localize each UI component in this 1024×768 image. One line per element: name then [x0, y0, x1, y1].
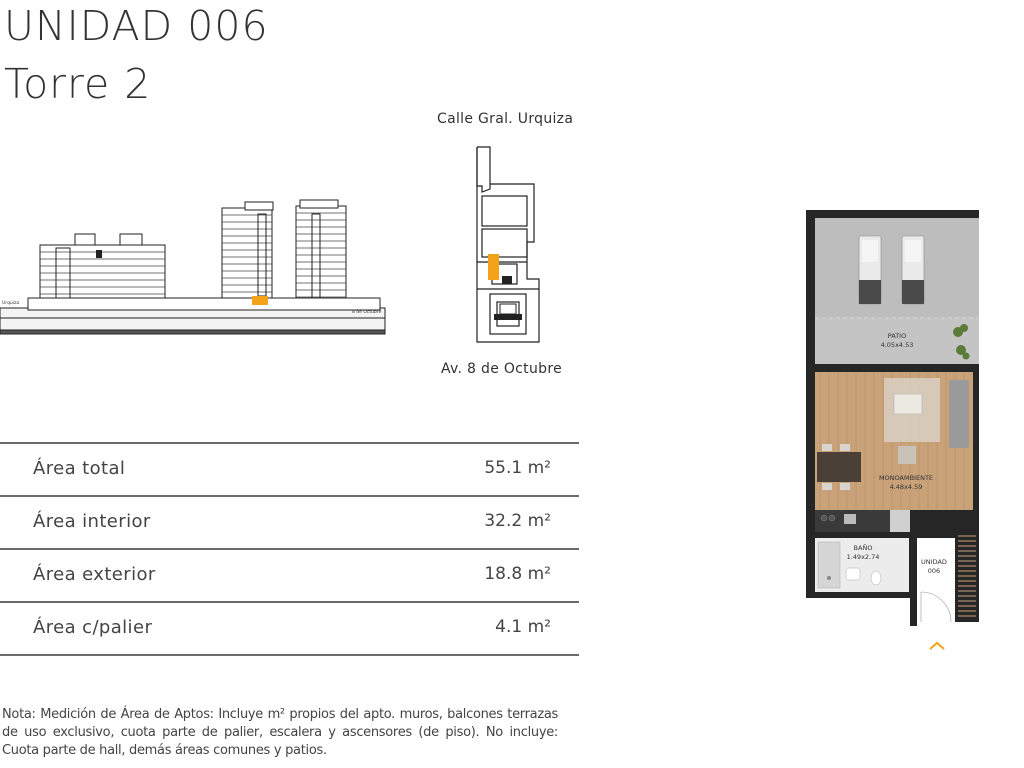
- chevron-up-icon[interactable]: [928, 640, 946, 652]
- area-value: 55.1 m²: [484, 458, 551, 478]
- street-bottom-label: Av. 8 de Octubre: [441, 361, 562, 377]
- living-label: MONOAMBIENTE: [878, 474, 934, 482]
- unit-title: UNIDAD 006: [4, 2, 269, 50]
- area-value: 32.2 m²: [484, 511, 551, 531]
- sofa-icon: [949, 380, 969, 448]
- area-label: Área interior: [33, 511, 151, 532]
- patio-dims: 4.05x4.53: [880, 341, 914, 349]
- area-row: [0, 548, 579, 601]
- unit-label: UNIDAD: [921, 558, 947, 566]
- unit-highlight-site: [488, 254, 499, 280]
- area-label: Área exterior: [33, 564, 156, 585]
- elevation-right-tag: 8 de Octubre: [352, 310, 382, 315]
- site-plan: [462, 144, 542, 344]
- dining-table-icon: [817, 452, 861, 482]
- unit-floor-plan: [806, 210, 981, 630]
- bath-label: BAÑO: [853, 544, 873, 552]
- street-top-label: Calle Gral. Urquiza: [437, 111, 574, 127]
- building-elevation: [0, 190, 390, 340]
- unit-number: 006: [927, 567, 941, 575]
- elevation-left-tag: Urquiza: [2, 301, 20, 306]
- armchair-icon: [898, 446, 916, 464]
- entry-hall: [917, 538, 955, 626]
- unit-highlight-elevation: [252, 296, 268, 305]
- deck-chair-icon: [902, 236, 924, 304]
- toilet-icon: [871, 571, 881, 585]
- area-value: 18.8 m²: [484, 564, 551, 584]
- area-label: Área total: [33, 458, 126, 479]
- deck-chair-icon: [859, 236, 881, 304]
- area-row: [0, 601, 579, 656]
- area-value: 4.1 m²: [495, 617, 551, 637]
- living-dims: 4.48x4.59: [889, 483, 923, 491]
- patio-label: PATIO: [887, 332, 907, 340]
- area-table: [0, 442, 579, 656]
- area-row: [0, 495, 579, 548]
- tower-title: Torre 2: [4, 60, 152, 108]
- area-row: [0, 442, 579, 495]
- area-measurement-note: Nota: Medición de Área de Aptos: Incluye m² propios del apto. muros, balcones terrazas de uso exclusivo, cuota parte de palier, escalera y ascensores (de piso). No incluye: Cuota parte de hall, demás áreas comunes y patios.: [2, 707, 558, 758]
- area-label: Área c/palier: [33, 617, 153, 638]
- bath-dims: 1.49x2.74: [846, 553, 880, 561]
